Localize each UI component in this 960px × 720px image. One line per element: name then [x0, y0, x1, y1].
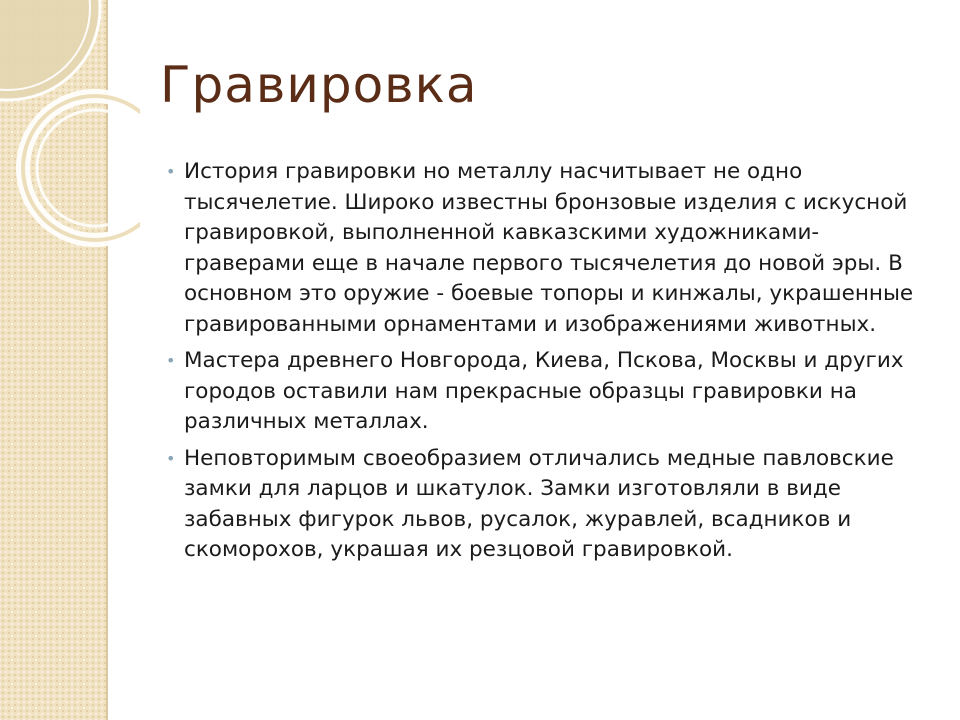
bullet-text: Неповторимым своеобразием отличались медные павловские замки для ларцов и шкатулок. Замки изготовляли в виде забавных фигурок львов, русалок, журавлей, всадников и скоморохов, украшая их резцовой гравировкой. [184, 445, 894, 562]
bullet-dot-icon: • [166, 351, 176, 370]
bullet-item-masters [162, 346, 922, 438]
bullet-list [162, 157, 922, 572]
bullet-dot-icon: • [166, 162, 176, 181]
slide-title: Гравировка [160, 56, 478, 114]
bullet-item-history [162, 157, 922, 340]
bullet-dot-icon: • [166, 448, 176, 468]
bullet-text: История гравировки но металлу насчитывает не одно тысячелетие. Широко известны бронзовые изделия с искусной гравировкой, выполненной кавказскими художниками-граверами еще в начале первого тысячелетия до новой эры. В основном это оружие - боевые топоры и кинжалы, украшенные гравированными орнаментами и изображениями животных. [184, 159, 914, 337]
bullet-item-pavlovo-locks [162, 444, 922, 566]
decorative-rings-graphic [0, 0, 140, 260]
bullet-text: Мастера древнего Новгорода, Киева, Пскова, Москвы и других городов оставили нам прекрасные образцы гравировки на различных металлах. [184, 348, 904, 434]
